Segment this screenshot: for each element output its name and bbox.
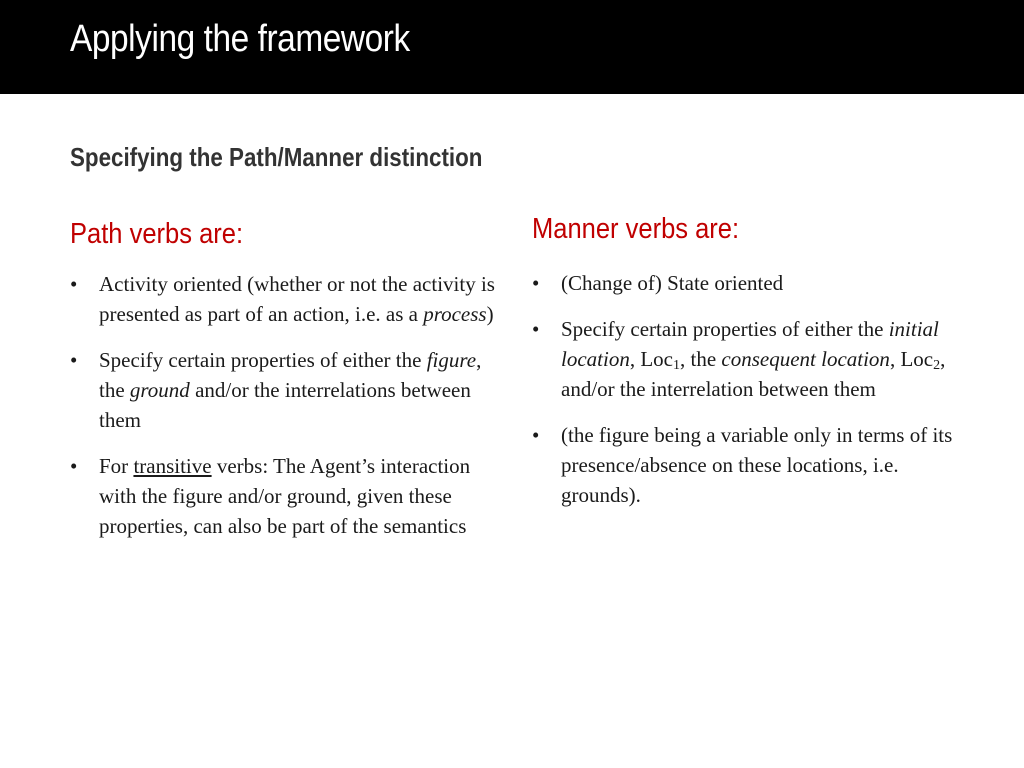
list-item: [532, 268, 962, 298]
bullet-icon: •: [532, 271, 540, 295]
subscript: 1: [672, 358, 680, 373]
bullet-text: ): [486, 302, 494, 326]
bullet-text: , Loc: [629, 347, 673, 371]
bullet-icon: •: [70, 348, 78, 372]
subscript: 2: [933, 358, 941, 373]
bullet-text: Specify certain properties of either the: [99, 348, 427, 372]
bullet-text-italic: figure: [426, 348, 477, 372]
slide-title: Applying the framework: [70, 18, 410, 60]
bullet-text: (Change of) State oriented: [561, 271, 784, 295]
title-bar: [0, 0, 1024, 94]
list-item: [532, 420, 962, 510]
manner-verbs-heading: Manner verbs are:: [532, 213, 740, 245]
list-item: [532, 314, 962, 404]
bullet-text-italic: process: [423, 302, 487, 326]
bullet-icon: •: [532, 317, 540, 341]
bullet-text: , Loc: [889, 347, 934, 371]
bullet-icon: •: [70, 272, 78, 296]
bullet-text-underlined: transitive: [133, 454, 212, 478]
bullet-text: For: [99, 454, 134, 478]
bullet-text-italic: initial location: [561, 317, 939, 371]
manner-verbs-list: [532, 268, 962, 526]
slide-subtitle: Specifying the Path/Manner distinction: [70, 142, 483, 172]
path-verbs-heading: Path verbs are:: [70, 218, 244, 250]
bullet-text: and/or the interrelations between them: [99, 378, 471, 432]
bullet-text: verbs: The Agent’s interaction with the figure and/or ground, given these properties, can also be part of the semantics: [99, 454, 471, 538]
list-item: [70, 345, 510, 435]
bullet-text: (the figure being a variable only in terms of its presence/absence on these locations, i.e. grounds).: [561, 423, 953, 507]
bullet-text-italic: consequent location: [721, 347, 890, 371]
bullet-text: Activity oriented (whether or not the activity is presented as part of an action, i.e. as a: [99, 272, 495, 326]
list-item: [70, 451, 510, 541]
bullet-icon: •: [532, 423, 540, 447]
bullet-text: , and/or the interrelation between them: [561, 347, 946, 401]
list-item: [70, 269, 510, 329]
path-verbs-list: [70, 269, 510, 557]
bullet-text-italic: ground: [129, 378, 190, 402]
bullet-text: , the: [99, 348, 482, 402]
bullet-icon: •: [70, 454, 78, 478]
bullet-text: Specify certain properties of either the: [561, 317, 889, 341]
bullet-text: , the: [679, 347, 722, 371]
